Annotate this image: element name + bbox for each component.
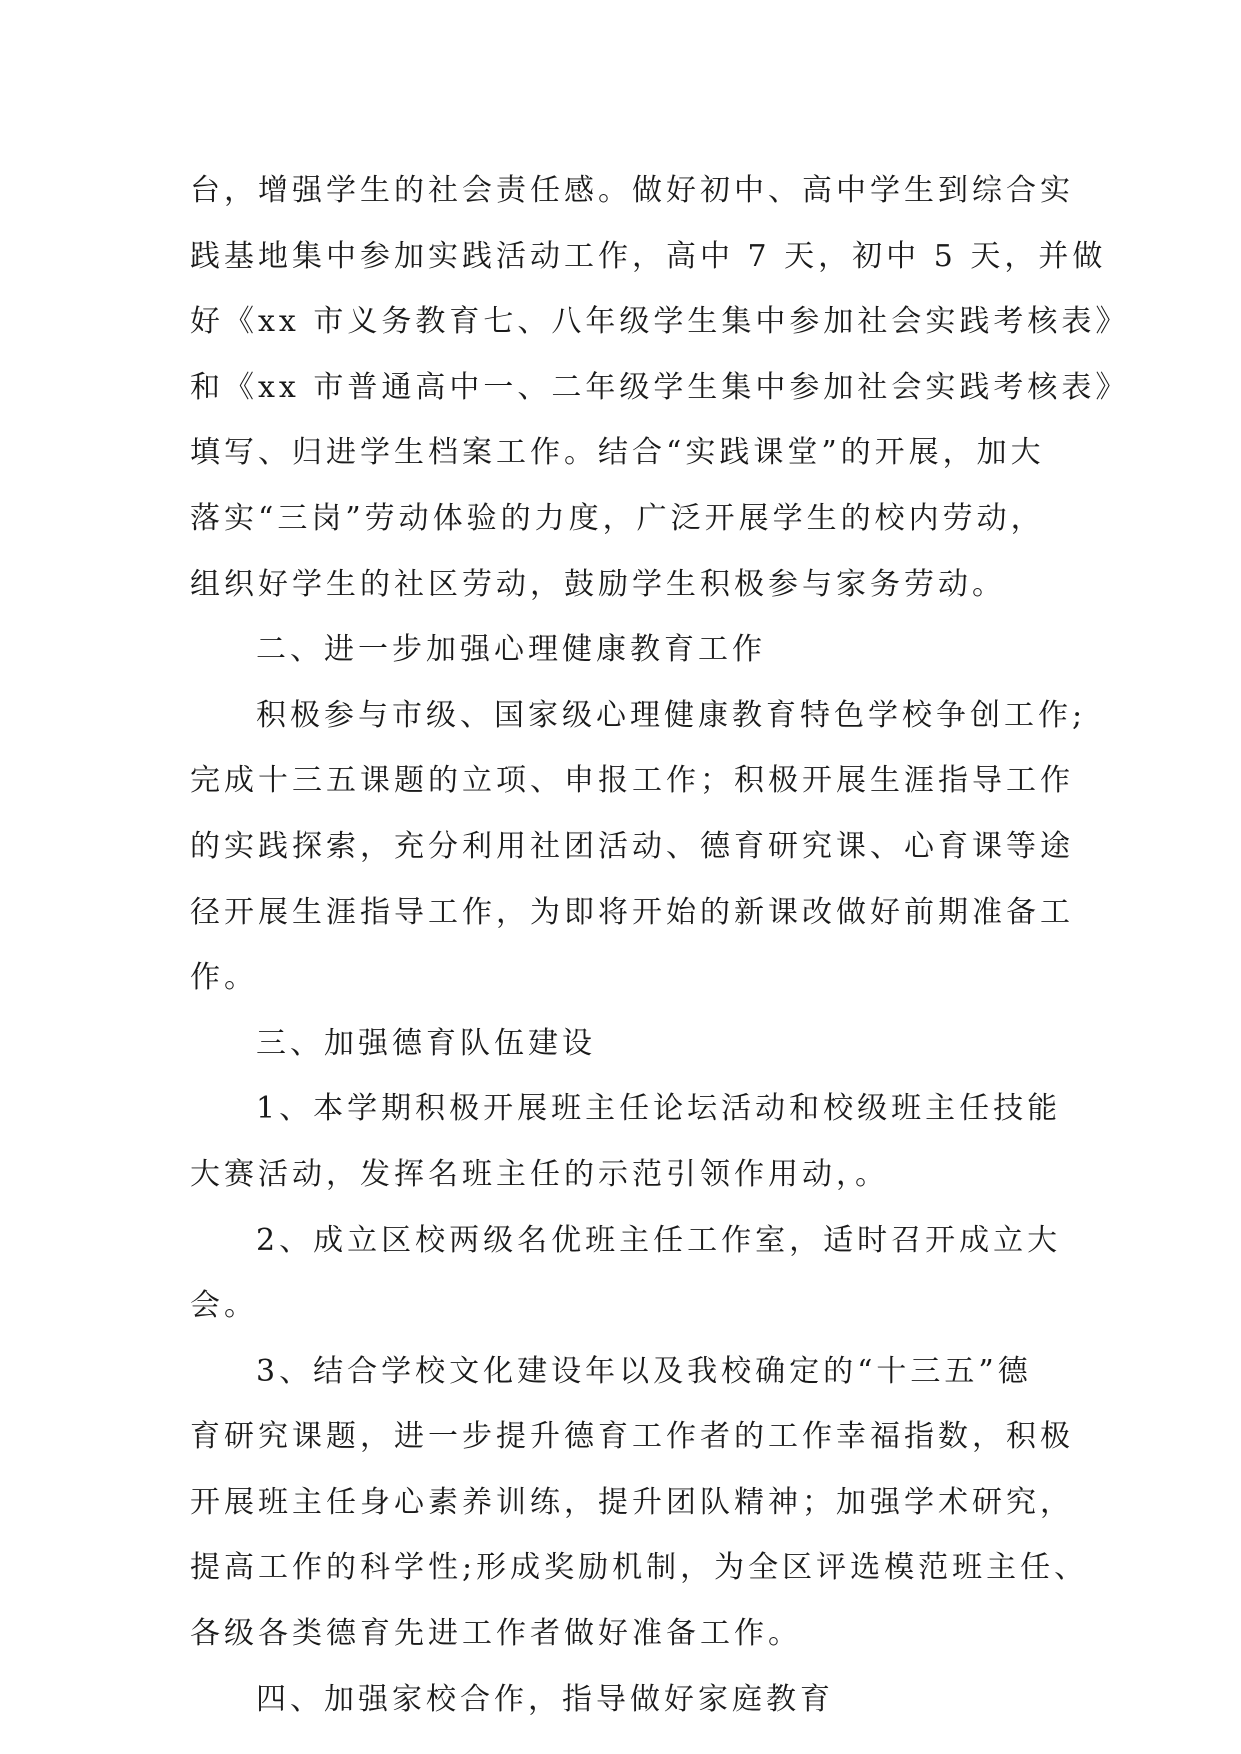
paragraph-line: 提高工作的科学性;形成奖励机制，为全区评选模范班主任、 — [190, 1550, 1089, 1586]
paragraph-line: 育研究课题，进一步提升德育工作者的工作幸福指数，积极 — [190, 1419, 1074, 1455]
section-heading: 三、加强德育队伍建设 — [256, 1025, 596, 1061]
paragraph-line: 3、结合学校文化建设年以及我校确定的“十三五”德 — [256, 1353, 1032, 1389]
paragraph-line: 开展班主任身心素养训练，提升团队精神；加强学术研究， — [190, 1484, 1074, 1520]
paragraph-line: 组织好学生的社区劳动，鼓励学生积极参与家务劳动。 — [190, 566, 1006, 602]
paragraph-line: 各级各类德育先进工作者做好准备工作。 — [190, 1616, 802, 1652]
paragraph-line: 台，增强学生的社会责任感。做好初中、高中学生到综合实 — [190, 173, 1074, 208]
paragraph-line: 1、本学期积极开展班主任论坛活动和校级班主任技能 — [256, 1091, 1062, 1127]
paragraph-line: 积极参与市级、国家级心理健康教育特色学校争创工作; — [256, 697, 1087, 733]
paragraph-line: 2、成立区校两级名优班主任工作室，适时召开成立大 — [256, 1222, 1062, 1258]
paragraph-line: 落实“三岗”劳动体验的力度，广泛开展学生的校内劳动， — [190, 500, 1045, 536]
paragraph-line: 完成十三五课题的立项、申报工作；积极开展生涯指导工作 — [190, 763, 1074, 799]
paragraph-line: 好《xx 市义务教育七、八年级学生集中参加社会实践考核表》 — [190, 304, 1130, 340]
paragraph-line: 践基地集中参加实践活动工作，高中 7 天，初中 5 天，并做 — [190, 238, 1107, 274]
paragraph-line: 填写、归进学生档案工作。结合“实践课堂”的开展，加大 — [190, 435, 1045, 471]
paragraph-line: 作。 — [190, 960, 258, 996]
paragraph-line: 和《xx 市普通高中一、二年级学生集中参加社会实践考核表》 — [190, 369, 1130, 405]
paragraph-line: 大赛活动，发挥名班主任的示范引领作用动，。 — [190, 1156, 889, 1192]
section-heading: 二、进一步加强心理健康教育工作 — [256, 632, 766, 668]
section-heading: 四、加强家校合作，指导做好家庭教育 — [256, 1681, 834, 1717]
paragraph-line: 会。 — [190, 1288, 258, 1324]
paragraph-line: 径开展生涯指导工作，为即将开始的新课改做好前期准备工 — [190, 894, 1074, 930]
document-body — [190, 158, 1130, 1732]
paragraph-line: 的实践探索，充分利用社团活动、德育研究课、心育课等途 — [190, 828, 1074, 864]
